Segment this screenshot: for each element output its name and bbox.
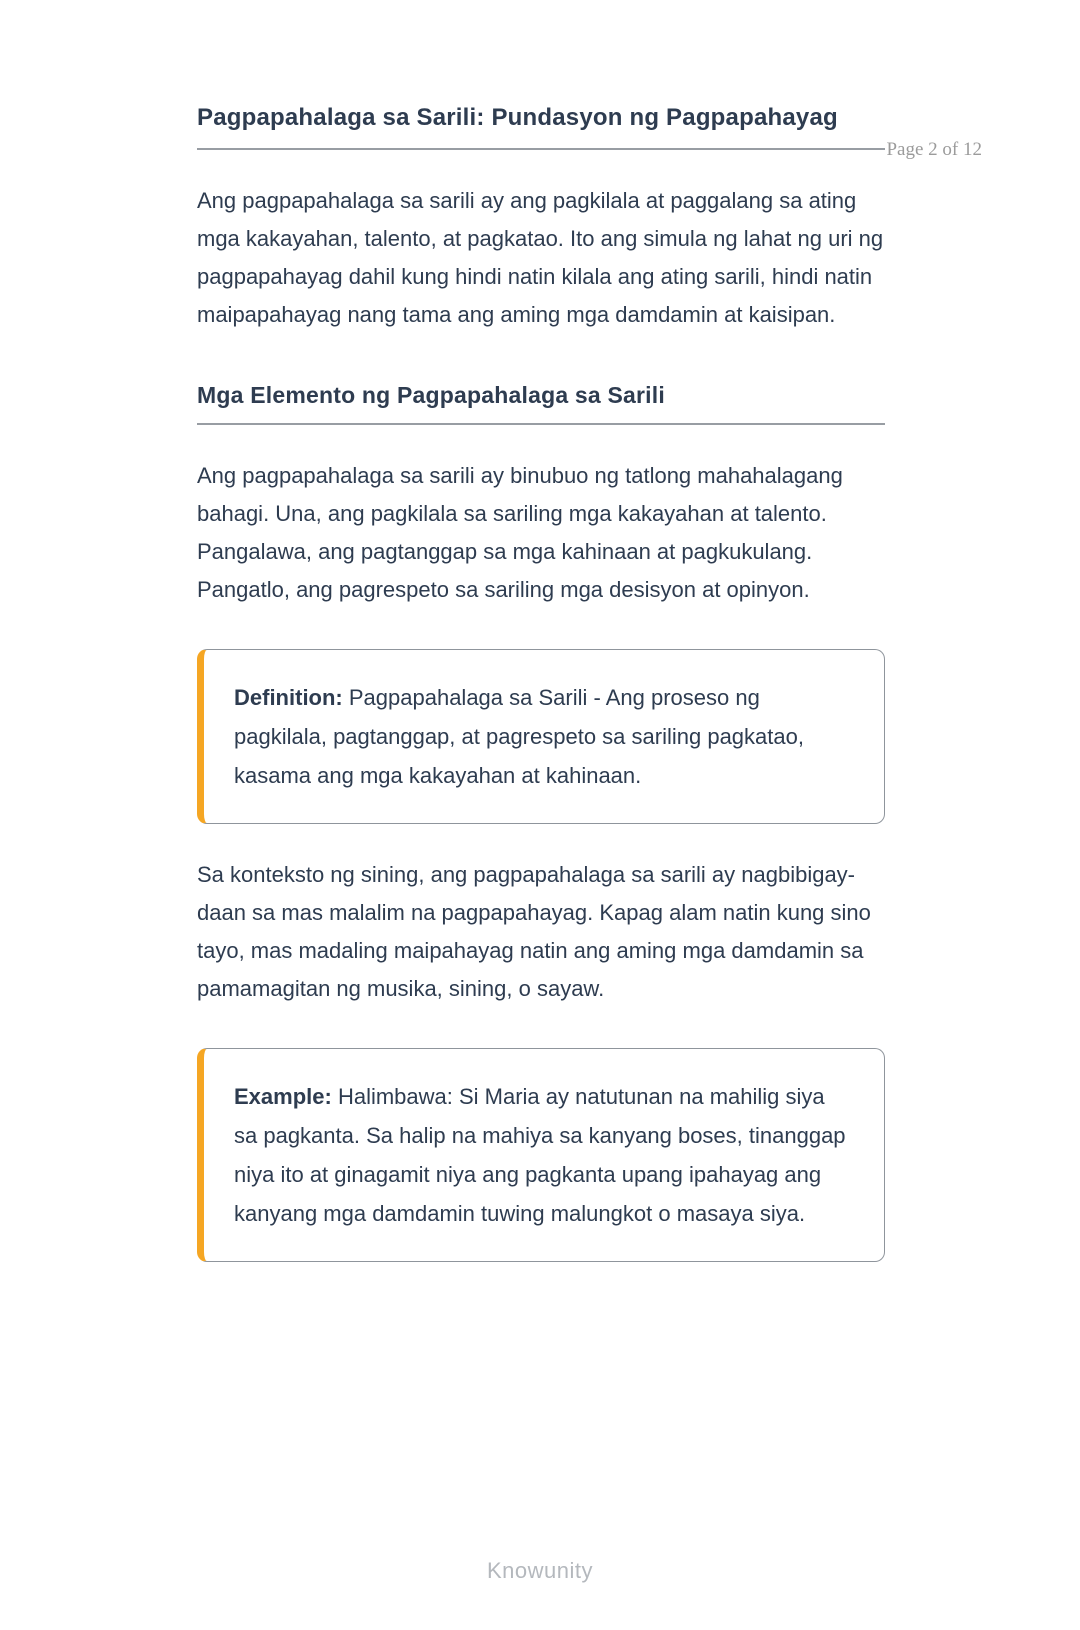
footer-brand: Knowunity [486,1558,593,1583]
definition-text: Pagpapahalaga sa Sarili - Ang proseso ng pagkilala, pagtanggap, at pagrespeto sa sariling pagkatao, kasama ang mga kakayahan at kahinaan. [234,685,804,788]
definition-box [197,649,885,824]
definition-label: Definition: [234,685,343,710]
page-indicator: Page 2 of 12 [886,139,982,160]
section-heading-1: Pagpapahalaga sa Sarili: Pundasyon ng Pagpapahayag [197,104,838,131]
heading-rule-2 [197,423,885,425]
heading-rule-1 [197,148,885,150]
paragraph-2: Ang pagpapahalaga sa sarili ay binubuo ng tatlong mahahalagang bahagi. Una, ang pagkilala sa sariling mga kakayahan at talento. Pangalawa, ang pagtanggap sa mga kahinaan at pagkukulang. Pangatlo, ang pagrespeto sa sariling mga desisyon at opinyon. [197,463,843,602]
paragraph-1: Ang pagpapahalaga sa sarili ay ang pagkilala at paggalang sa ating mga kakayahan, talento, at pagkatao. Ito ang simula ng lahat ng uri ng pagpapahayag dahil kung hindi natin kilala ang ating sarili, hindi natin maipapahayag nang tama ang aming mga damdamin at kaisipan. [197,188,884,327]
document-content [197,103,885,1262]
example-label: Example: [234,1084,332,1109]
paragraph-3: Sa konteksto ng sining, ang pagpapahalaga sa sarili ay nagbibigay-daan sa mas malalim na pagpapahayag. Kapag alam natin kung sino tayo, mas madaling maipahayag natin ang aming mga damdamin sa pamamagitan ng musika, sining, o sayaw. [197,862,871,1001]
example-text: Halimbawa: Si Maria ay natutunan na mahilig siya sa pagkanta. Sa halip na mahiya sa kanyang boses, tinanggap niya ito at ginagamit niya ang pagkanta upang ipahayag ang kanyang mga damdamin tuwing malungkot o masaya siya. [234,1084,846,1226]
section-heading-2: Mga Elemento ng Pagpapahalaga sa Sarili [197,382,665,408]
example-box [197,1048,885,1262]
